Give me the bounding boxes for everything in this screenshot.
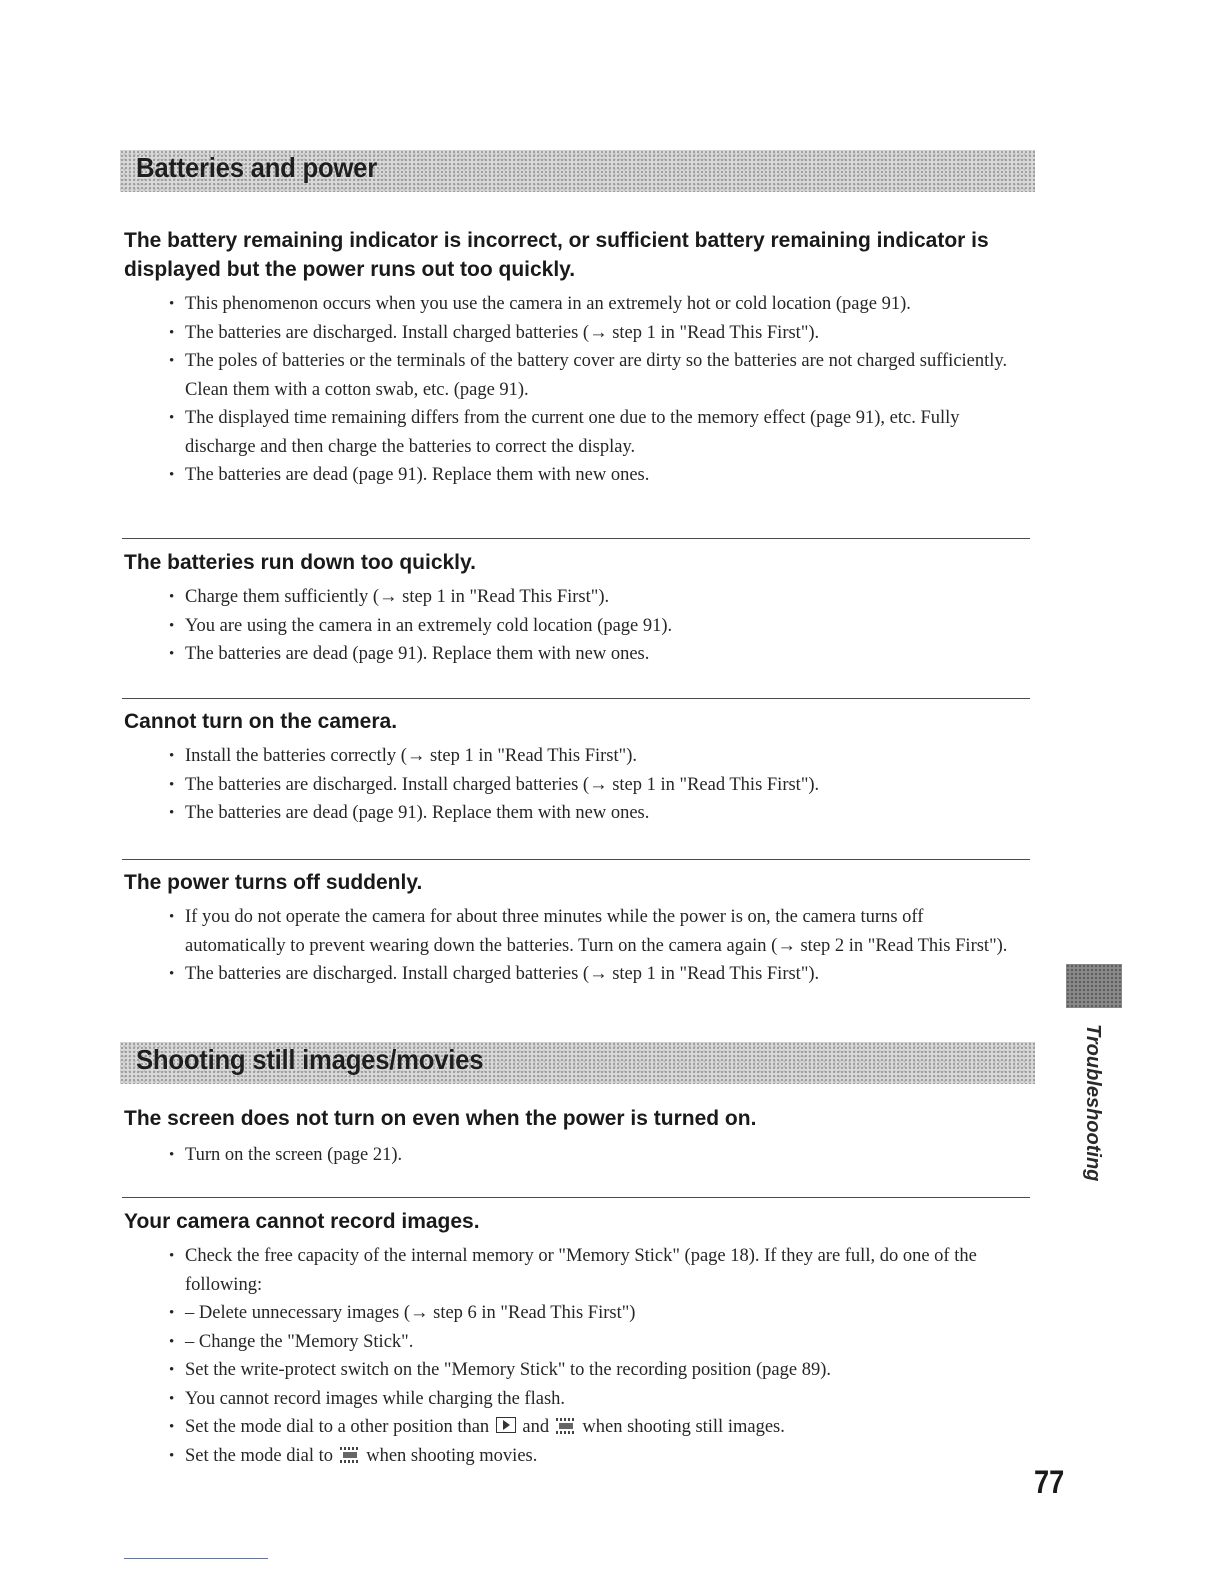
bullet-text: and xyxy=(522,1417,550,1437)
sub-item xyxy=(168,1328,1028,1357)
divider xyxy=(122,538,1030,539)
chapter-tab-label: Troubleshooting xyxy=(1082,1024,1104,1182)
bullet-item: • The batteries are discharged. Install charged batteries (→ step 1 in "Read This First"). xyxy=(168,771,1028,800)
bullet-text: when shooting still images. xyxy=(582,1417,785,1437)
issue-bullets xyxy=(168,742,1028,828)
movie-mode-icon xyxy=(340,1447,360,1463)
bullet-text: Set the mode dial to xyxy=(185,1445,333,1466)
issue-bullets xyxy=(168,290,1028,490)
issue-heading: The battery remaining indicator is incorrect, or sufficient battery remaining indicator is displayed but the power runs out too quickly. xyxy=(124,229,989,281)
issue-bullets xyxy=(168,903,1028,989)
section-title: Batteries and power xyxy=(136,152,377,183)
issue-heading: The power turns off suddenly. xyxy=(124,871,423,894)
bullet-item xyxy=(168,1413,1028,1442)
bullet-item: • The batteries are discharged. Install charged batteries (→ step 1 in "Read This First"). xyxy=(168,319,1028,348)
section-banner-shooting xyxy=(120,1042,1035,1084)
bullet-item: • Set the write-protect switch on the "Memory Stick" to the recording position (page 89). xyxy=(168,1356,1028,1385)
page-number: 77 xyxy=(1034,1464,1065,1500)
bullet-item xyxy=(168,1442,1028,1471)
issue-bullets xyxy=(168,583,1028,669)
issue-heading: Your camera cannot record images. xyxy=(124,1210,480,1233)
bullet-item: • The poles of batteries or the terminals of the battery cover are dirty so the batteries are not charged sufficiently. Clean them with a cotton swab, etc. (page 91). xyxy=(168,347,1028,404)
bullet-item: • Charge them sufficiently (→ step 1 in "Read This First"). xyxy=(168,583,1028,612)
bullet-item: • The batteries are dead (page 91). Replace them with new ones. xyxy=(168,799,1028,828)
issue-bullets xyxy=(168,1141,1028,1170)
issue-heading: The batteries run down too quickly. xyxy=(124,551,476,574)
bullet-item: • Turn on the screen (page 21). xyxy=(168,1141,1028,1170)
section-title: Shooting still images/movies xyxy=(136,1044,484,1075)
bullet-text: Set the mode dial to a other position than xyxy=(185,1417,490,1437)
footer-rule xyxy=(124,1558,268,1559)
issue-bullets xyxy=(168,1242,1028,1470)
bullet-item: • Check the free capacity of the internal memory or "Memory Stick" (page 18). If they are full, do one of the following: xyxy=(168,1242,1028,1299)
playback-mode-icon xyxy=(496,1417,516,1433)
bullet-item: • If you do not operate the camera for about three minutes while the power is on, the camera turns off automatically to prevent wearing down the batteries. Turn on the camera again (→ step 2 in "Read This First"). xyxy=(168,903,1028,960)
bullet-item: • The batteries are dead (page 91). Replace them with new ones. xyxy=(168,640,1028,669)
sub-item-text: – Delete unnecessary images (→ step 6 in "Read This First") xyxy=(185,1303,636,1323)
chapter-tab-marker xyxy=(1066,964,1122,1008)
issue-heading: The screen does not turn on even when the power is turned on. xyxy=(124,1107,757,1130)
bullet-item: • You are using the camera in an extremely cold location (page 91). xyxy=(168,612,1028,641)
sub-item-text: – Change the "Memory Stick". xyxy=(185,1331,414,1352)
divider xyxy=(122,698,1030,699)
bullet-item: • The batteries are dead (page 91). Replace them with new ones. xyxy=(168,461,1028,490)
bullet-item: • You cannot record images while charging the flash. xyxy=(168,1385,1028,1414)
divider xyxy=(122,859,1030,860)
bullet-item: • The batteries are discharged. Install charged batteries (→ step 1 in "Read This First"). xyxy=(168,960,1028,989)
bullet-item: • This phenomenon occurs when you use the camera in an extremely hot or cold location (page 91). xyxy=(168,290,1028,319)
bullet-item: • Install the batteries correctly (→ step 1 in "Read This First"). xyxy=(168,742,1028,771)
bullet-item: • The displayed time remaining differs from the current one due to the memory effect (page 91), etc. Fully discharge and then charge the batteries to correct the display. xyxy=(168,404,1028,461)
section-banner-batteries xyxy=(120,150,1035,192)
issue-heading: Cannot turn on the camera. xyxy=(124,710,398,733)
movie-mode-icon xyxy=(556,1418,576,1434)
bullet-text: when shooting movies. xyxy=(366,1445,538,1466)
divider xyxy=(122,1197,1030,1198)
sub-item xyxy=(168,1299,1028,1328)
